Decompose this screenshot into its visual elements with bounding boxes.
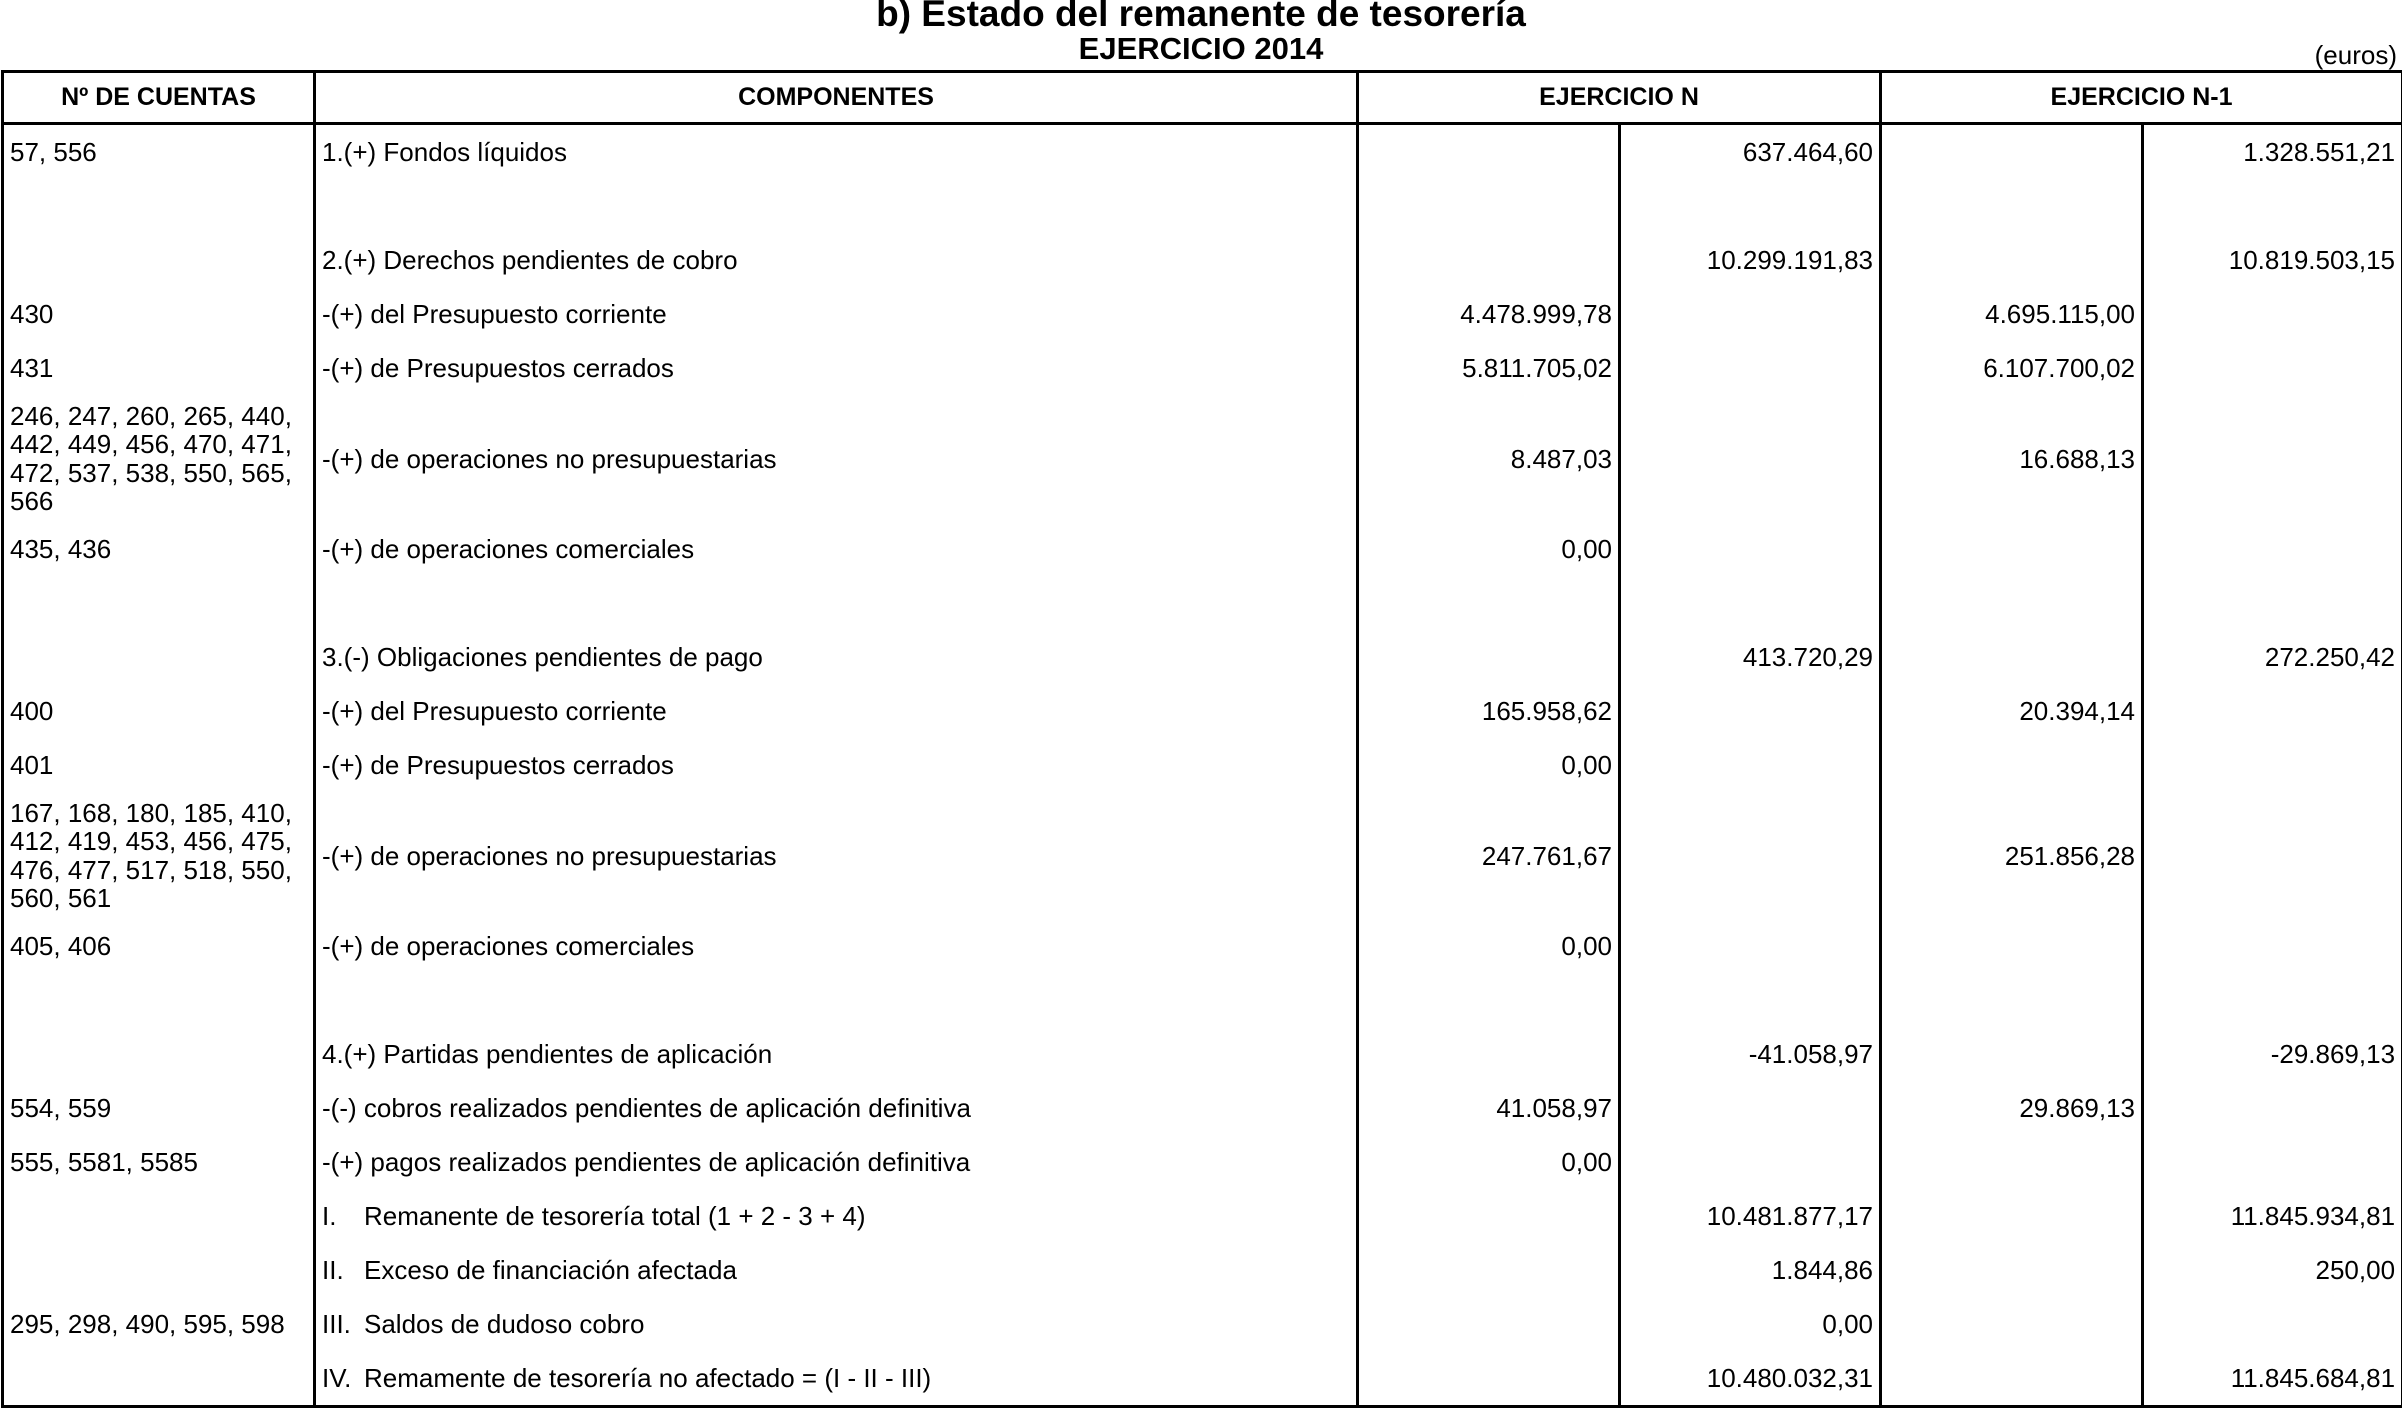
cuentas-cell (3, 1351, 315, 1407)
ejercicio-n1-total-cell (2143, 287, 2402, 341)
table-row (3, 1135, 2402, 1189)
ejercicio-n1-detalle-cell (1881, 1351, 2143, 1407)
ejercicio-n-detalle-cell (1358, 233, 1620, 287)
cuentas-cell (3, 1189, 315, 1243)
componente-cell: -(+) de operaciones comerciales (315, 522, 1358, 576)
ejercicio-n1-detalle-cell (1881, 233, 2143, 287)
ejercicio-n-total-cell: 0,00 (1620, 1297, 1881, 1351)
ejercicio-n-total-cell: 10.299.191,83 (1620, 233, 1881, 287)
ejercicio-n1-total-cell (2143, 792, 2402, 919)
cuentas-cell: 167, 168, 180, 185, 410, 412, 419, 453, 456, 475, 476, 477, 517, 518, 550, 560, 561 (3, 792, 315, 919)
ejercicio-n-detalle-cell: 0,00 (1358, 1135, 1620, 1189)
cuentas-cell: 430 (3, 287, 315, 341)
componente-cell: -(+) del Presupuesto corriente (315, 684, 1358, 738)
ejercicio-n-detalle-cell: 4.478.999,78 (1358, 287, 1620, 341)
ejercicio-n1-total-cell (2143, 341, 2402, 395)
spacer-row (3, 179, 2402, 233)
table-row (3, 395, 2402, 522)
ejercicio-n1-detalle-cell (1881, 919, 2143, 973)
ejercicio-n-total-cell (1620, 522, 1881, 576)
componente-label: Remamente de tesorería no afectado = (I - II - III) (364, 1363, 932, 1393)
ejercicio-n1-total-cell: 1.328.551,21 (2143, 124, 2402, 180)
ejercicio-n1-detalle-cell: 4.695.115,00 (1881, 287, 2143, 341)
componente-cell (315, 1243, 1358, 1297)
ejercicio-n1-total-cell: 11.845.934,81 (2143, 1189, 2402, 1243)
table-row (3, 1243, 2402, 1297)
ejercicio-n1-detalle-cell: 20.394,14 (1881, 684, 2143, 738)
header-ejercicio-n-1: EJERCICIO N-1 (1881, 72, 2402, 124)
ejercicio-n-detalle-cell: 41.058,97 (1358, 1081, 1620, 1135)
ejercicio-n1-detalle-cell (1881, 1189, 2143, 1243)
ejercicio-n-detalle-cell: 0,00 (1358, 919, 1620, 973)
componente-cell: -(+) de operaciones no presupuestarias (315, 395, 1358, 522)
ejercicio-n1-total-cell: -29.869,13 (2143, 1027, 2402, 1081)
componente-cell: -(+) del Presupuesto corriente (315, 287, 1358, 341)
ejercicio-n-total-cell (1620, 395, 1881, 522)
componente-cell: -(+) de Presupuestos cerrados (315, 738, 1358, 792)
ejercicio-n1-detalle-cell (1881, 738, 2143, 792)
table-row (3, 738, 2402, 792)
spacer-row (3, 576, 2402, 630)
ejercicio-n-total-cell: 1.844,86 (1620, 1243, 1881, 1297)
table-row (3, 1297, 2402, 1351)
ejercicio-n1-detalle-cell: 6.107.700,02 (1881, 341, 2143, 395)
ejercicio-n-total-cell: 413.720,29 (1620, 630, 1881, 684)
table-row (3, 1189, 2402, 1243)
roman-numeral: I. (322, 1201, 337, 1231)
ejercicio-n1-detalle-cell (1881, 1243, 2143, 1297)
ejercicio-n-detalle-cell: 8.487,03 (1358, 395, 1620, 522)
ejercicio-n-detalle-cell (1358, 1243, 1620, 1297)
ejercicio-n-detalle-cell: 165.958,62 (1358, 684, 1620, 738)
table-row (3, 233, 2402, 287)
ejercicio-n1-total-cell (2143, 738, 2402, 792)
cuentas-cell (3, 630, 315, 684)
ejercicio-n-total-cell: 637.464,60 (1620, 124, 1881, 180)
table-row (3, 684, 2402, 738)
ejercicio-n-detalle-cell (1358, 1351, 1620, 1407)
table-row (3, 792, 2402, 919)
ejercicio-n-total-cell (1620, 287, 1881, 341)
componente-cell (315, 1297, 1358, 1351)
table-row (3, 630, 2402, 684)
table-row (3, 919, 2402, 973)
ejercicio-n-detalle-cell: 0,00 (1358, 738, 1620, 792)
ejercicio-n1-total-cell (2143, 919, 2402, 973)
componente-cell: 3.(-) Obligaciones pendientes de pago (315, 630, 1358, 684)
cuentas-cell (3, 1027, 315, 1081)
cuentas-cell: 401 (3, 738, 315, 792)
currency-units: (euros) (2314, 40, 2397, 70)
componente-cell: -(+) de operaciones no presupuestarias (315, 792, 1358, 919)
page-title: b) Estado del remanente de tesorería (876, 0, 1526, 34)
cuentas-cell: 295, 298, 490, 595, 598 (3, 1297, 315, 1351)
ejercicio-n1-total-cell: 10.819.503,15 (2143, 233, 2402, 287)
ejercicio-n1-detalle-cell: 251.856,28 (1881, 792, 2143, 919)
ejercicio-n1-detalle-cell (1881, 124, 2143, 180)
remanente-table (1, 70, 2402, 1408)
componente-cell: -(+) de Presupuestos cerrados (315, 341, 1358, 395)
ejercicio-n-detalle-cell: 5.811.705,02 (1358, 341, 1620, 395)
header-ejercicio-n: EJERCICIO N (1358, 72, 1881, 124)
cuentas-cell: 431 (3, 341, 315, 395)
ejercicio-n1-total-cell: 272.250,42 (2143, 630, 2402, 684)
header-componentes: COMPONENTES (315, 72, 1358, 124)
ejercicio-n1-total-cell (2143, 1081, 2402, 1135)
ejercicio-n1-detalle-cell (1881, 1027, 2143, 1081)
ejercicio-n1-total-cell: 11.845.684,81 (2143, 1351, 2402, 1407)
table-header-row (3, 72, 2402, 124)
page-subtitle: EJERCICIO 2014 (1078, 31, 1324, 66)
ejercicio-n-detalle-cell (1358, 1189, 1620, 1243)
ejercicio-n-detalle-cell (1358, 124, 1620, 180)
componente-label: Saldos de dudoso cobro (364, 1309, 645, 1339)
roman-numeral: III. (322, 1309, 351, 1339)
componente-cell (315, 1189, 1358, 1243)
ejercicio-n-total-cell: -41.058,97 (1620, 1027, 1881, 1081)
cuentas-cell: 246, 247, 260, 265, 440, 442, 449, 456, 470, 471, 472, 537, 538, 550, 565, 566 (3, 395, 315, 522)
ejercicio-n-detalle-cell: 0,00 (1358, 522, 1620, 576)
ejercicio-n1-detalle-cell (1881, 630, 2143, 684)
spacer-row (3, 973, 2402, 1027)
componente-cell: 2.(+) Derechos pendientes de cobro (315, 233, 1358, 287)
ejercicio-n1-total-cell (2143, 1135, 2402, 1189)
cuentas-cell: 405, 406 (3, 919, 315, 973)
ejercicio-n-detalle-cell (1358, 1027, 1620, 1081)
roman-numeral: IV. (322, 1363, 352, 1393)
ejercicio-n-total-cell (1620, 919, 1881, 973)
cuentas-cell: 555, 5581, 5585 (3, 1135, 315, 1189)
ejercicio-n1-total-cell (2143, 1297, 2402, 1351)
componente-cell: 4.(+) Partidas pendientes de aplicación (315, 1027, 1358, 1081)
header-cuentas: Nº DE CUENTAS (3, 72, 315, 124)
componente-label: Remanente de tesorería total (1 + 2 - 3 + 4) (364, 1201, 866, 1231)
componente-cell: 1.(+) Fondos líquidos (315, 124, 1358, 180)
ejercicio-n-total-cell (1620, 684, 1881, 738)
ejercicio-n1-detalle-cell: 29.869,13 (1881, 1081, 2143, 1135)
table-row (3, 341, 2402, 395)
ejercicio-n-total-cell (1620, 341, 1881, 395)
cuentas-cell: 554, 559 (3, 1081, 315, 1135)
ejercicio-n-detalle-cell (1358, 1297, 1620, 1351)
table-row (3, 124, 2402, 180)
componente-cell: -(+) pagos realizados pendientes de aplicación definitiva (315, 1135, 1358, 1189)
ejercicio-n-detalle-cell: 247.761,67 (1358, 792, 1620, 919)
ejercicio-n-total-cell: 10.481.877,17 (1620, 1189, 1881, 1243)
ejercicio-n1-total-cell: 250,00 (2143, 1243, 2402, 1297)
ejercicio-n1-total-cell (2143, 684, 2402, 738)
ejercicio-n-detalle-cell (1358, 630, 1620, 684)
ejercicio-n1-detalle-cell (1881, 522, 2143, 576)
componente-cell (315, 1351, 1358, 1407)
ejercicio-n-total-cell: 10.480.032,31 (1620, 1351, 1881, 1407)
roman-numeral: II. (322, 1255, 344, 1285)
table-row (3, 1351, 2402, 1407)
ejercicio-n-total-cell (1620, 792, 1881, 919)
componente-cell: -(+) de operaciones comerciales (315, 919, 1358, 973)
cuentas-cell: 435, 436 (3, 522, 315, 576)
ejercicio-n1-detalle-cell: 16.688,13 (1881, 395, 2143, 522)
ejercicio-n-total-cell (1620, 738, 1881, 792)
cuentas-cell (3, 1243, 315, 1297)
cuentas-cell (3, 233, 315, 287)
ejercicio-n-total-cell (1620, 1081, 1881, 1135)
ejercicio-n1-total-cell (2143, 522, 2402, 576)
table-row (3, 287, 2402, 341)
table-row (3, 1081, 2402, 1135)
componente-cell: -(-) cobros realizados pendientes de aplicación definitiva (315, 1081, 1358, 1135)
table-row (3, 522, 2402, 576)
ejercicio-n1-detalle-cell (1881, 1135, 2143, 1189)
cuentas-cell: 57, 556 (3, 124, 315, 180)
cuentas-cell: 400 (3, 684, 315, 738)
componente-label: Exceso de financiación afectada (364, 1255, 737, 1285)
ejercicio-n1-total-cell (2143, 395, 2402, 522)
ejercicio-n-total-cell (1620, 1135, 1881, 1189)
table-row (3, 1027, 2402, 1081)
ejercicio-n1-detalle-cell (1881, 1297, 2143, 1351)
